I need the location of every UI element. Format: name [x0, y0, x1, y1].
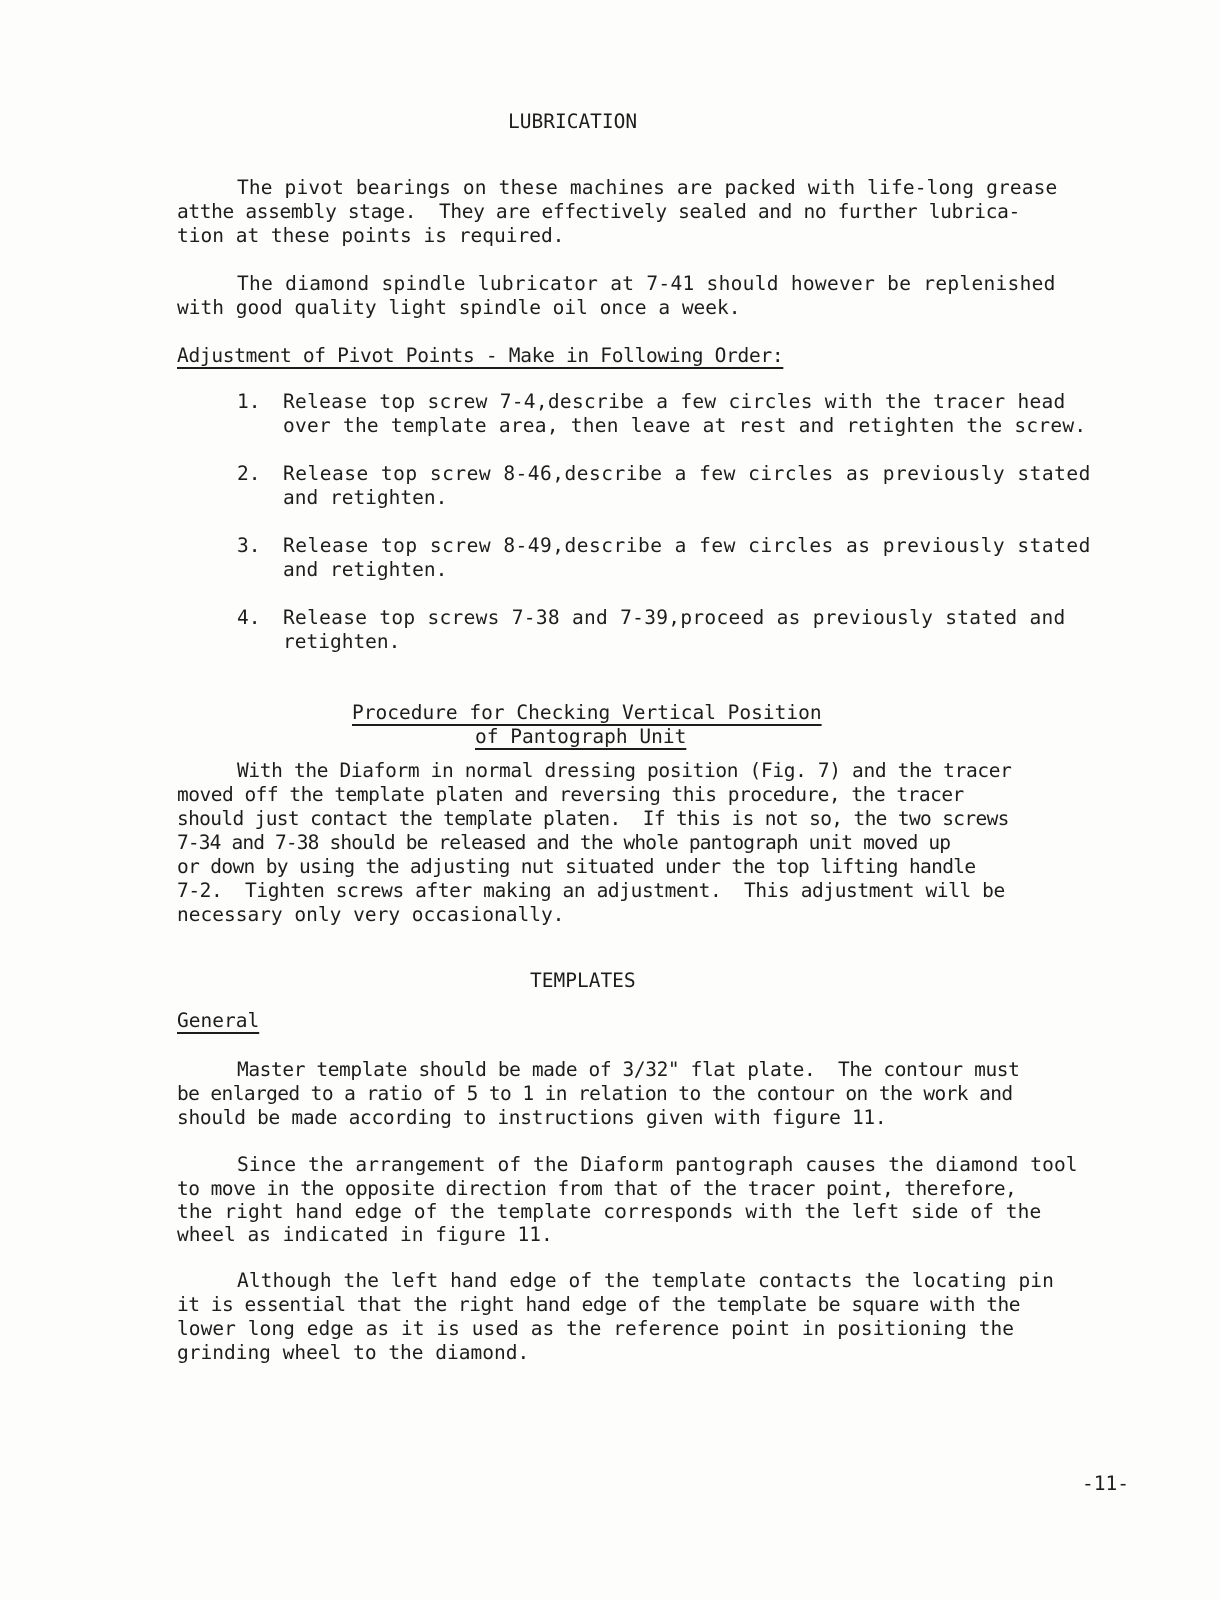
text-line: with good quality light spindle oil once a week.: [177, 296, 741, 319]
text-line: Release top screw 8-46,describe a few circles as previously stated: [283, 462, 1091, 485]
text-line: to move in the opposite direction from that of the tracer point, therefore,: [177, 1177, 1017, 1200]
templates-title: TEMPLATES: [530, 969, 636, 992]
text-line: and retighten.: [283, 558, 448, 581]
text-line: With the Diaform in normal dressing position (Fig. 7) and the tracer: [237, 759, 1012, 782]
text-line: atthe assembly stage. They are effectively sealed and no further lubrica-: [177, 200, 1020, 223]
text-line: The diamond spindle lubricator at 7-41 should however be replenished: [237, 272, 1056, 295]
text-line: tion at these points is required.: [177, 224, 565, 247]
lubrication-title: LUBRICATION: [508, 110, 638, 133]
text-line: necessary only very occasionally.: [177, 903, 565, 926]
text-line: be enlarged to a ratio of 5 to 1 in relation to the contour on the work and: [177, 1082, 1013, 1105]
text-line: lower long edge as it is used as the reference point in positioning the: [177, 1317, 1015, 1340]
item-number: 3.: [237, 534, 261, 557]
text-line: Master template should be made of 3/32" flat plate. The contour must: [237, 1058, 1020, 1081]
adjustment-heading: Adjustment of Pivot Points - Make in Following Order:: [177, 344, 784, 367]
procedure-heading-line-1: Procedure for Checking Vertical Position: [352, 701, 822, 724]
text-line: or down by using the adjusting nut situated under the top lifting handle: [177, 855, 976, 878]
text-line: the right hand edge of the template corresponds with the left side of the: [177, 1200, 1042, 1223]
item-number: 1.: [237, 390, 261, 413]
text-line: The pivot bearings on these machines are packed with life-long grease: [237, 176, 1058, 199]
text-line: Although the left hand edge of the template contacts the locating pin: [237, 1269, 1054, 1292]
text-line: grinding wheel to the diamond.: [177, 1341, 530, 1364]
general-subheading: General: [177, 1009, 260, 1032]
text-line: Since the arrangement of the Diaform pantograph causes the diamond tool: [237, 1153, 1078, 1176]
text-line: should be made according to instructions given with figure 11.: [177, 1106, 887, 1129]
text-line: over the template area, then leave at rest and retighten the screw.: [283, 414, 1087, 437]
text-line: Release top screw 8-49,describe a few circles as previously stated: [283, 534, 1091, 557]
text-line: should just contact the template platen. If this is not so, the two screws: [177, 807, 1009, 830]
item-number: 4.: [237, 606, 261, 629]
text-line: Release top screw 7-4,describe a few circles with the tracer head: [283, 390, 1066, 413]
procedure-heading-line-2: of Pantograph Unit: [475, 725, 687, 748]
page-number: -11-: [1082, 1472, 1129, 1495]
item-number: 2.: [237, 462, 261, 485]
text-line: and retighten.: [283, 486, 448, 509]
text-line: wheel as indicated in figure 11.: [177, 1223, 553, 1246]
text-line: 7-2. Tighten screws after making an adjustment. This adjustment will be: [177, 879, 1005, 902]
text-line: Release top screws 7-38 and 7-39,proceed as previously stated and: [283, 606, 1066, 629]
text-line: it is essential that the right hand edge of the template be square with the: [177, 1293, 1020, 1316]
text-line: retighten.: [283, 630, 401, 653]
text-line: 7-34 and 7-38 should be released and the whole pantograph unit moved up: [177, 831, 951, 854]
text-line: moved off the template platen and reversing this procedure, the tracer: [177, 783, 964, 806]
